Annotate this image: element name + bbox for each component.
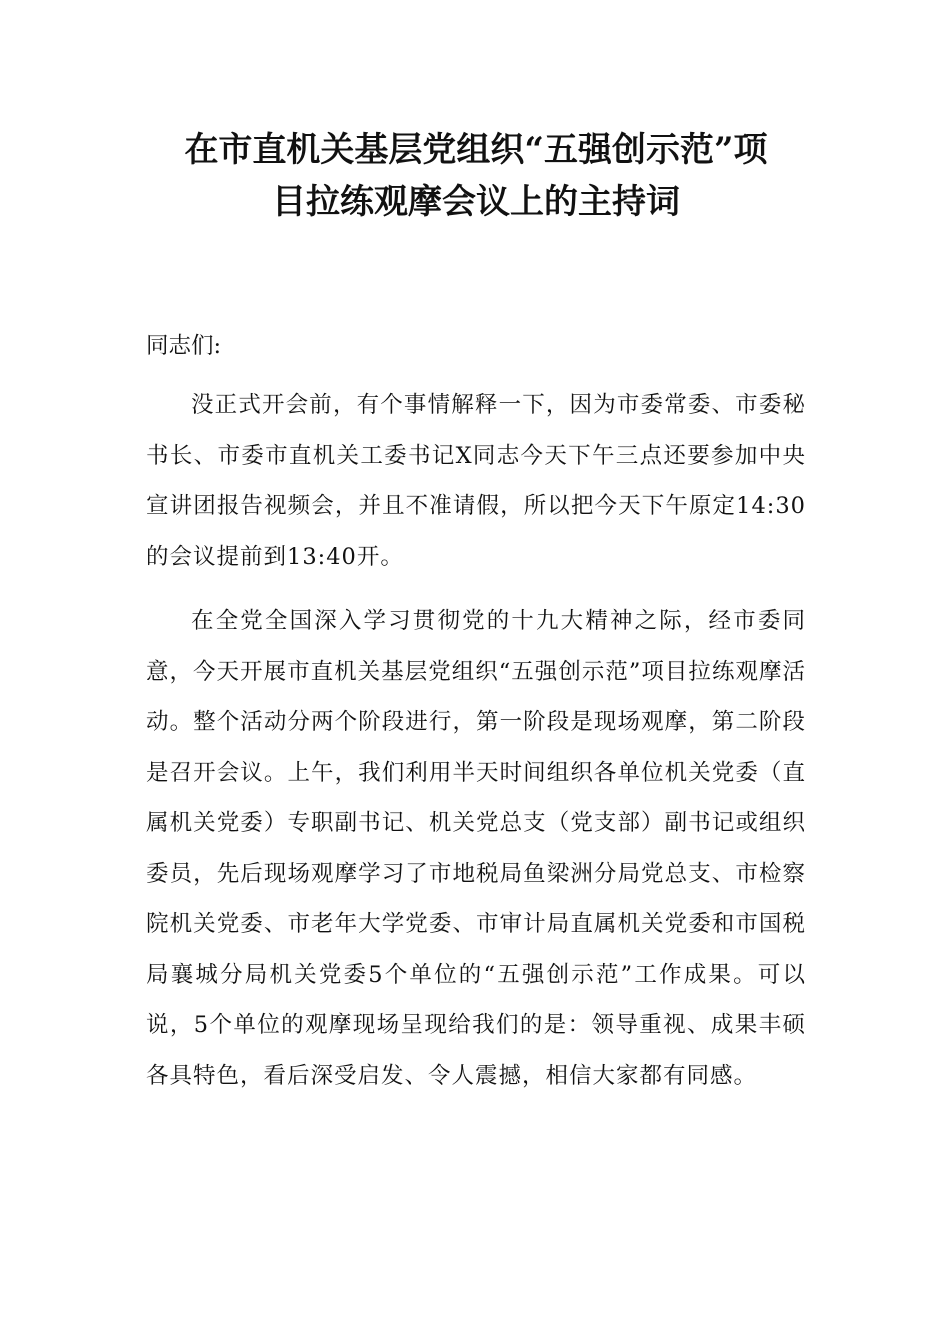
document-title-line-1: 在市直机关基层党组织“五强创示范”项 bbox=[184, 130, 768, 170]
paragraph-1: 没正式开会前，有个事情解释一下，因为市委常委、市委秘书长、市委市直机关工委书记X同志今天下午三点还要参加中央宣讲团报告视频会，并且不准请假，所以把今天下午原定14:30的会议提前到13:40开。 bbox=[146, 392, 806, 570]
document-title bbox=[146, 124, 806, 228]
document-title-line-2: 目拉练观摩会议上的主持词 bbox=[272, 182, 680, 222]
document-body bbox=[146, 124, 806, 1101]
salutation: 同志们: bbox=[146, 333, 222, 359]
paragraph-2: 在全党全国深入学习贯彻党的十九大精神之际，经市委同意，今天开展市直机关基层党组织“五强创示范”项目拉练观摩活动。整个活动分两个阶段进行，第一阶段是现场观摩，第二阶段是召开会议。上午，我们利用半天时间组织各单位机关党委（直属机关党委）专职副书记、机关党总支（党支部）副书记或组织委员，先后现场观摩学习了市地税局鱼梁洲分局党总支、市检察院机关党委、市老年大学党委、市审计局直属机关党委和市国税局襄城分局机关党委5个单位的“五强创示范”工作成果。可以说，5个单位的观摩现场呈现给我们的是：领导重视、成果丰硕各具特色，看后深受启发、令人震撼，相信大家都有同感。 bbox=[146, 608, 806, 1089]
